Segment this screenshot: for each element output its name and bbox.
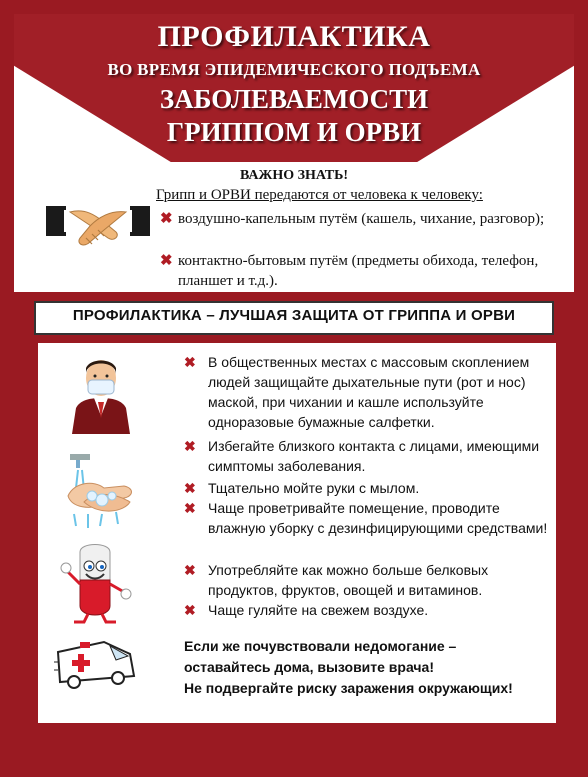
final-line-1: Если же почувствовали недомогание – <box>184 638 457 654</box>
title-line-3: ЗАБОЛЕВАЕМОСТИ <box>159 84 429 114</box>
transmission-intro: Грипп и ОРВИ передаются от человека к человеку: <box>156 187 483 203</box>
x-mark-icon: ✖ <box>184 480 196 496</box>
x-mark-icon: ✖ <box>184 438 196 454</box>
final-warning <box>184 636 554 699</box>
prevention-bullet-text: Тщательно мойте руки с мылом. <box>208 480 420 496</box>
x-mark-icon: ✖ <box>184 562 196 578</box>
prevention-bullet <box>184 600 549 622</box>
prevention-bullet <box>184 560 549 602</box>
handwashing-icon <box>64 452 138 530</box>
x-mark-icon: ✖ <box>184 602 196 618</box>
masked-person-icon <box>66 354 136 434</box>
final-line-3: Не подвергайте риску заражения окружающих! <box>184 680 513 696</box>
title-line-1: ПРОФИЛАКТИКА <box>157 20 431 53</box>
prevention-bullet <box>184 498 549 560</box>
title-line-2: ВО ВРЕМЯ ЭПИДЕМИЧЕСКОГО ПОДЪЕМА <box>107 60 481 79</box>
transmission-bullet-text: воздушно-капельным путём (кашель, чихание, разговор); <box>178 211 545 227</box>
prevention-banner-text: ПРОФИЛАКТИКА – ЛУЧШАЯ ЗАЩИТА ОТ ГРИППА И ОРВИ <box>72 307 516 324</box>
prevention-bullet-text: Избегайте близкого контакта с лицами, имеющими симптомы заболевания. <box>208 438 540 474</box>
pill-character-icon <box>58 540 138 624</box>
prevention-bullet-text: Употребляйте как можно больше белковых продуктов, фруктов, овощей и витаминов. <box>208 562 489 598</box>
prevention-bullet <box>184 436 549 478</box>
ambulance-icon <box>54 632 138 692</box>
transmission-bullet-text: контактно-бытовым путём (предметы обихода, телефон, планшет и т.д.). <box>178 253 539 289</box>
title-line-4: ГРИППОМ И ОРВИ <box>166 117 422 147</box>
prevention-bullet <box>184 478 549 500</box>
x-mark-icon: ✖ <box>184 500 196 516</box>
x-mark-icon: ✖ <box>160 253 173 269</box>
prevention-bullet <box>184 352 549 434</box>
prevention-bullet-text: Чаще проветривайте помещение, проводите влажную уборку с дезинфицирующими средствами! <box>208 500 548 536</box>
prevention-bullet-text: Чаще гуляйте на свежем воздухе. <box>208 602 429 618</box>
important-heading: ВАЖНО ЗНАТЬ! <box>239 168 349 183</box>
transmission-bullet <box>160 209 570 229</box>
x-mark-icon: ✖ <box>184 354 196 370</box>
final-line-2: оставайтесь дома, вызовите врача! <box>184 659 434 675</box>
prevention-bullet-text: В общественных местах с массовым скоплением людей защищайте дыхательные пути (рот и нос) маской, при чихании и кашле используйте одноразовые бумажные салфетки. <box>208 354 530 430</box>
handshake-icon <box>46 198 150 258</box>
x-mark-icon: ✖ <box>160 211 173 227</box>
transmission-bullet <box>160 251 570 289</box>
